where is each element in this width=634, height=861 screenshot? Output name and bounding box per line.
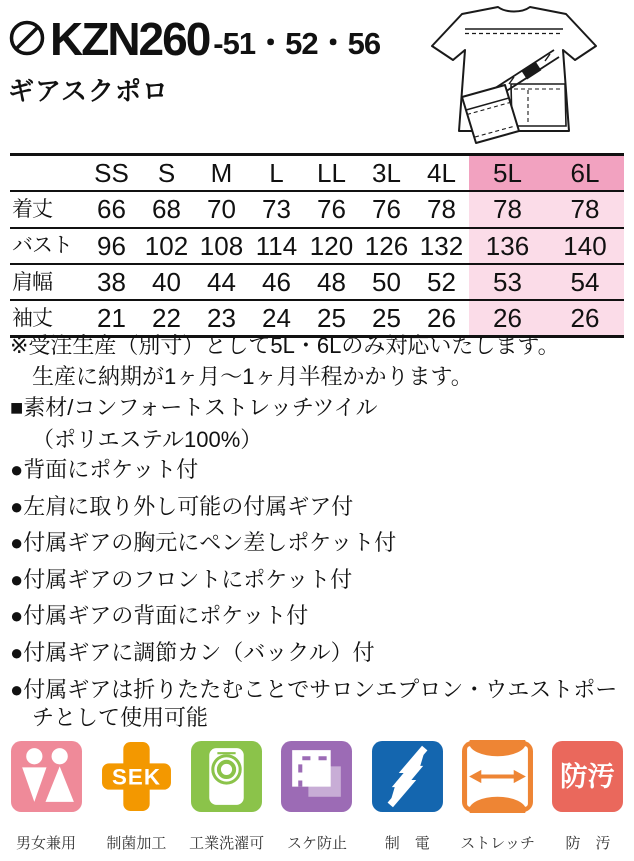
care-item <box>187 740 267 853</box>
page-header <box>8 13 381 108</box>
size-column-6L: 6L <box>546 155 624 192</box>
size-cell: 46 <box>249 264 304 300</box>
size-cell: 126 <box>359 228 414 264</box>
size-row <box>10 191 624 227</box>
size-column-L: L <box>249 155 304 192</box>
size-column-M: M <box>194 155 249 192</box>
size-cell: 120 <box>304 228 359 264</box>
size-cell: 76 <box>359 191 414 227</box>
care-item <box>367 740 447 853</box>
size-column-5L: 5L <box>469 155 546 192</box>
size-cell: 26 <box>414 300 469 337</box>
size-cell: 78 <box>469 191 546 227</box>
size-table-header-row <box>10 155 624 192</box>
care-item-label: 制菌加工 <box>106 835 167 852</box>
size-row-label: 着丈 <box>10 191 84 227</box>
size-cell: 96 <box>84 228 139 264</box>
size-cell: 40 <box>139 264 194 300</box>
size-cell: 25 <box>304 300 359 337</box>
care-item-label: 防 汚 <box>565 835 611 852</box>
size-table-corner <box>10 155 84 192</box>
feature-text: 付属ギアは折りたたむことでサロンエプロン・ウエストポーチとして使用可能 <box>23 676 618 731</box>
bullet-icon: ● <box>10 676 24 702</box>
size-column-LL: LL <box>304 155 359 192</box>
circle-slash-icon <box>8 19 46 62</box>
size-column-3L: 3L <box>359 155 414 192</box>
size-cell: 132 <box>414 228 469 264</box>
garment-illustration <box>398 0 630 157</box>
feature-item <box>10 493 634 522</box>
care-item <box>548 740 628 853</box>
size-cell: 76 <box>304 191 359 227</box>
size-cell: 38 <box>84 264 139 300</box>
care-icon-row <box>6 740 628 853</box>
feature-item <box>10 529 634 558</box>
feature-item <box>10 639 634 668</box>
product-name: ギアスクポロ <box>8 76 169 106</box>
size-row <box>10 228 624 264</box>
size-cell: 73 <box>249 191 304 227</box>
bullet-icon: ● <box>10 566 24 592</box>
feature-text: 付属ギアに調節カン（バックル）付 <box>23 639 375 665</box>
care-item <box>96 740 176 853</box>
sek-antibacterial-icon <box>96 740 176 818</box>
feature-item <box>10 456 634 485</box>
svg-text:SEK: SEK <box>111 764 161 790</box>
size-cell: 26 <box>546 300 624 337</box>
feature-item <box>10 676 634 733</box>
unisex-icon <box>6 740 86 818</box>
feature-text: 付属ギアの背面にポケット付 <box>23 603 309 629</box>
bullet-icon: ● <box>10 603 24 629</box>
bullet-icon: ● <box>10 530 24 556</box>
care-item-label: 制 電 <box>384 835 430 852</box>
sheer-prevention-icon <box>277 740 357 818</box>
size-cell: 54 <box>546 264 624 300</box>
size-row-label: 肩幅 <box>10 264 84 300</box>
industrial-wash-icon <box>187 740 267 818</box>
size-cell: 22 <box>139 300 194 337</box>
anti-static-icon <box>367 740 447 818</box>
feature-text: 背面にポケット付 <box>23 457 199 482</box>
size-cell: 25 <box>359 300 414 337</box>
feature-text: 付属ギアの胸元にペン差しポケット付 <box>23 530 397 556</box>
care-item-label: 工業洗濯可 <box>189 835 265 852</box>
size-cell: 53 <box>469 264 546 300</box>
feature-item <box>10 566 634 595</box>
size-column-S: S <box>139 155 194 192</box>
material-section <box>10 392 377 456</box>
size-cell: 114 <box>249 228 304 264</box>
size-cell: 66 <box>84 191 139 227</box>
size-cell: 78 <box>546 191 624 227</box>
care-item <box>277 740 357 853</box>
stretch-icon <box>458 740 538 818</box>
feature-text: 付属ギアのフロントにポケット付 <box>23 566 353 592</box>
size-cell: 68 <box>139 191 194 227</box>
care-item-label: 男女兼用 <box>15 835 76 852</box>
size-column-4L: 4L <box>414 155 469 192</box>
size-cell: 48 <box>304 264 359 300</box>
size-row-label: バスト <box>10 228 84 264</box>
order-note <box>10 330 560 392</box>
size-cell: 140 <box>546 228 624 264</box>
size-row <box>10 264 624 300</box>
size-table <box>10 153 624 338</box>
care-item-label: ストレッチ <box>460 835 536 852</box>
feature-list <box>10 456 634 741</box>
care-item-label: スケ防止 <box>286 835 347 852</box>
care-item <box>6 740 86 853</box>
size-cell: 50 <box>359 264 414 300</box>
size-cell: 21 <box>84 300 139 337</box>
bullet-icon: ● <box>10 457 24 482</box>
bullet-icon: ● <box>10 493 24 519</box>
size-cell: 136 <box>469 228 546 264</box>
size-column-SS: SS <box>84 155 139 192</box>
care-item <box>458 740 538 853</box>
material-line2: （ポリエステル100%） <box>32 426 263 452</box>
size-table-body <box>10 191 624 337</box>
size-cell: 23 <box>194 300 249 337</box>
size-cell: 24 <box>249 300 304 337</box>
size-cell: 108 <box>194 228 249 264</box>
size-row-label: 袖丈 <box>10 300 84 337</box>
feature-text: 左肩に取り外し可能の付属ギア付 <box>23 493 354 519</box>
size-cell: 70 <box>194 191 249 227</box>
feature-item <box>10 602 634 631</box>
order-note-line1: ※受注生産（別寸）として5L・6Lのみ対応いたします。 <box>10 333 560 358</box>
product-code-suffix: -51・52・56 <box>213 25 381 61</box>
size-cell: 102 <box>139 228 194 264</box>
size-cell: 52 <box>414 264 469 300</box>
size-cell: 78 <box>414 191 469 227</box>
svg-text:防汚: 防汚 <box>560 760 616 792</box>
size-cell: 26 <box>469 300 546 337</box>
order-note-line2: 生産に納期が1ヶ月～1ヶ月半程かかります。 <box>32 364 473 390</box>
stain-resistant-icon <box>548 740 628 818</box>
product-title <box>8 13 381 65</box>
material-line1: ■素材/コンフォートストレッチツイル <box>10 395 378 420</box>
size-cell: 44 <box>194 264 249 300</box>
product-code: KZN260 <box>50 13 210 65</box>
bullet-icon: ● <box>10 639 24 665</box>
